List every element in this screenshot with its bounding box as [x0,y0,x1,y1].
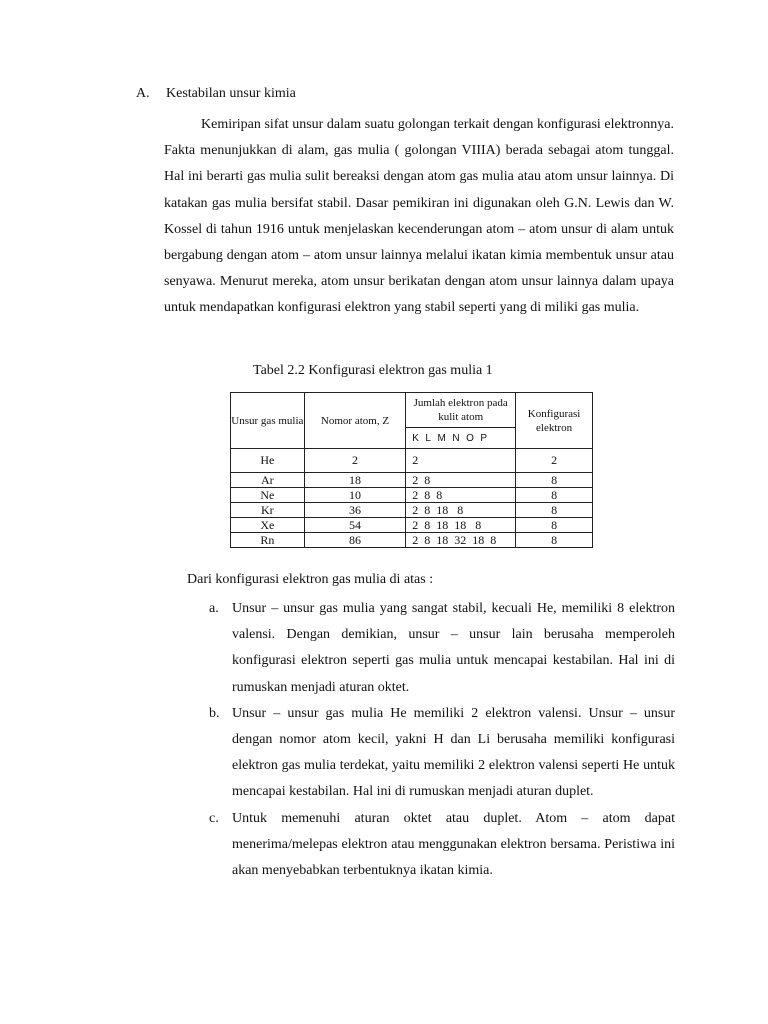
cell-valence: 8 [516,503,593,518]
table-row [231,503,593,518]
section-title: Kestabilan unsur kimia [166,86,296,101]
table-row [231,449,593,473]
table-caption: Tabel 2.2 Konfigurasi elektron gas mulia 1 [253,363,493,378]
list-marker: c. [209,810,219,826]
conclusion-list [209,596,675,884]
list-item [209,806,675,885]
conclusion-intro: Dari konfigurasi elektron gas mulia di atas : [187,572,434,587]
shell-label: M [437,432,447,444]
shell-label: P [480,432,488,444]
list-marker: b. [209,705,220,721]
section-number: A. [136,86,150,101]
list-item [209,701,675,806]
shell-label: O [466,432,475,444]
cell-z: 54 [304,518,406,533]
list-item-text: Untuk memenuhi aturan oktet atau duplet. Atom – atom dapat menerima/melepas elektron atau menggunakan elektron bersama. Peristiwa ini akan menyebabkan terbentuknya ikatan kimia. [232,810,675,879]
shell-label: N [452,432,461,444]
cell-config: 2 8 8 [406,488,516,503]
cell-element: Kr [231,503,305,518]
table-row [231,488,593,503]
cell-z: 18 [304,473,406,488]
table-row [231,473,593,488]
header-shells [406,428,516,449]
cell-config: 2 8 18 32 18 8 [406,533,516,548]
cell-valence: 8 [516,533,593,548]
shell-label: L [425,432,432,444]
cell-element: He [231,449,305,473]
cell-valence: 8 [516,473,593,488]
cell-z: 10 [304,488,406,503]
cell-z: 2 [304,449,406,473]
header-atomic-number: Nomor atom, Z [304,393,406,449]
cell-config: 2 8 [406,473,516,488]
cell-element: Ne [231,488,305,503]
noble-gas-table [230,392,593,548]
cell-config: 2 8 18 8 [406,503,516,518]
section-heading [136,86,296,102]
cell-valence: 2 [516,449,593,473]
cell-valence: 8 [516,488,593,503]
list-item-text: Unsur – unsur gas mulia He memiliki 2 elektron valensi. Unsur – unsur dengan nomor atom kecil, yakni H dan Li berusaha memiliki konfigurasi elektron gas mulia terdekat, yaitu memiliki 2 elektron valensi seperti He untuk mencapai kestabilan. Hal ini di rumuskan menjadi aturan duplet. [232,705,675,800]
header-config: Konfigurasi elektron [516,393,593,449]
table-row [231,533,593,548]
header-element: Unsur gas mulia [231,393,305,449]
header-electrons: Jumlah elektron pada kulit atom [406,393,516,428]
table-row [231,518,593,533]
list-item-text: Unsur – unsur gas mulia yang sangat stabil, kecuali He, memiliki 8 elektron valensi. Dengan demikian, unsur – unsur lain berusaha memperoleh konfigurasi elektron seperti gas mulia untuk mencapai kestabilan. Hal ini di rumuskan menjadi aturan oktet. [232,601,675,695]
list-marker: a. [209,601,219,616]
shell-label: K [412,432,420,444]
cell-z: 86 [304,533,406,548]
cell-config: 2 [406,449,516,473]
cell-element: Rn [231,533,305,548]
body-paragraph: Kemiripan sifat unsur dalam suatu golongan terkait dengan konfigurasi elektronnya. Fakta menunjukkan di alam, gas mulia ( golongan VIIIA) berada sebagai atom tunggal. Hal ini berarti gas mulia sulit bereaksi dengan atom gas mulia atau atom unsur lainnya. Di katakan gas mulia bersifat stabil. Dasar pemikiran ini digunakan oleh G.N. Lewis dan W. Kossel di tahun 1916 untuk menjelaskan kecenderungan atom – atom unsur di alam untuk bergabung dengan atom – atom unsur lainnya melalui ikatan kimia membentuk unsur atau senyawa. Menurut mereka, atom unsur berikatan dengan atom unsur lainnya dalam upaya untuk mendapatkan konfigurasi elektron yang stabil seperti yang di miliki gas mulia. [164,117,674,316]
cell-element: Ar [231,473,305,488]
cell-config: 2 8 18 18 8 [406,518,516,533]
list-item [209,596,675,701]
cell-z: 36 [304,503,406,518]
cell-element: Xe [231,518,305,533]
cell-valence: 8 [516,518,593,533]
